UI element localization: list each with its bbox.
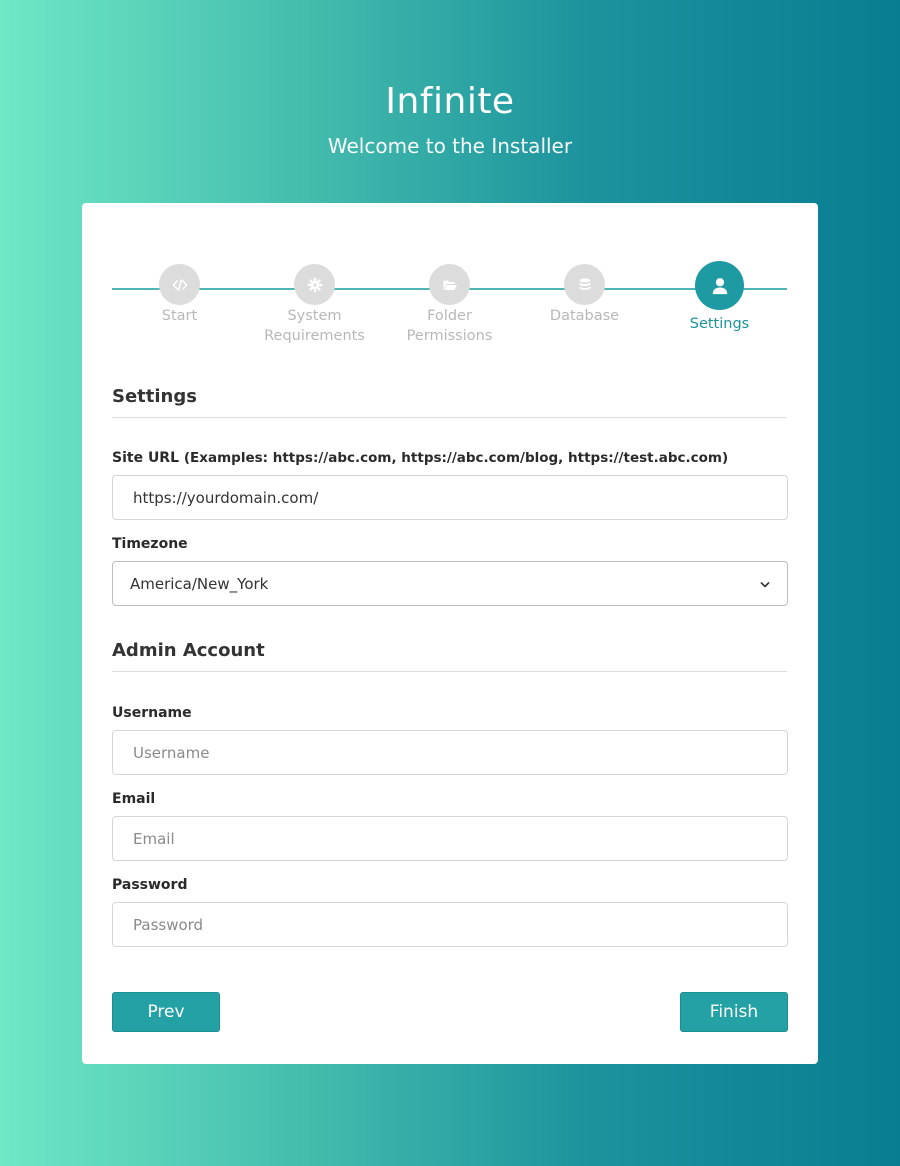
app-title: Infinite <box>385 81 515 122</box>
folder-open-icon <box>429 264 470 305</box>
timezone-select[interactable] <box>112 561 788 606</box>
chevron-down-icon <box>760 577 770 591</box>
timezone-selected-value: America/New_York <box>130 574 269 593</box>
installer-header <box>0 78 900 160</box>
database-icon <box>564 264 605 305</box>
progress-stepper <box>112 263 787 363</box>
site-url-label-text: Site URL <box>112 450 180 466</box>
finish-button[interactable]: Finish <box>680 992 788 1032</box>
prev-button[interactable]: Prev <box>112 992 220 1032</box>
step-label-system-requirements: System Requirements <box>264 308 365 344</box>
admin-section-title: Admin Account <box>112 640 787 672</box>
password-label: Password <box>112 877 188 893</box>
email-input[interactable] <box>112 816 788 861</box>
user-icon <box>695 261 744 310</box>
step-folder-permissions <box>382 263 517 346</box>
step-settings <box>652 263 787 334</box>
site-url-examples: (Examples: https://abc.com, https://abc.com/blog, https://test.abc.com) <box>183 450 729 466</box>
username-input[interactable] <box>112 730 788 775</box>
site-url-label <box>112 450 728 466</box>
code-icon <box>159 264 200 305</box>
username-label: Username <box>112 705 192 721</box>
step-label-settings: Settings <box>689 316 750 332</box>
app-subtitle: Welcome to the Installer <box>327 134 573 158</box>
step-label-folder-permissions: Folder Permissions <box>406 308 493 344</box>
step-database <box>517 263 652 326</box>
installer-card <box>82 203 818 1064</box>
timezone-label: Timezone <box>112 536 188 552</box>
gear-icon <box>294 264 335 305</box>
step-label-database: Database <box>549 308 620 324</box>
password-input[interactable] <box>112 902 788 947</box>
email-label: Email <box>112 791 156 807</box>
step-label-start: Start <box>161 308 198 324</box>
step-system-requirements <box>247 263 382 346</box>
settings-section-title: Settings <box>112 386 787 418</box>
site-url-input[interactable] <box>112 475 788 520</box>
step-start <box>112 263 247 326</box>
